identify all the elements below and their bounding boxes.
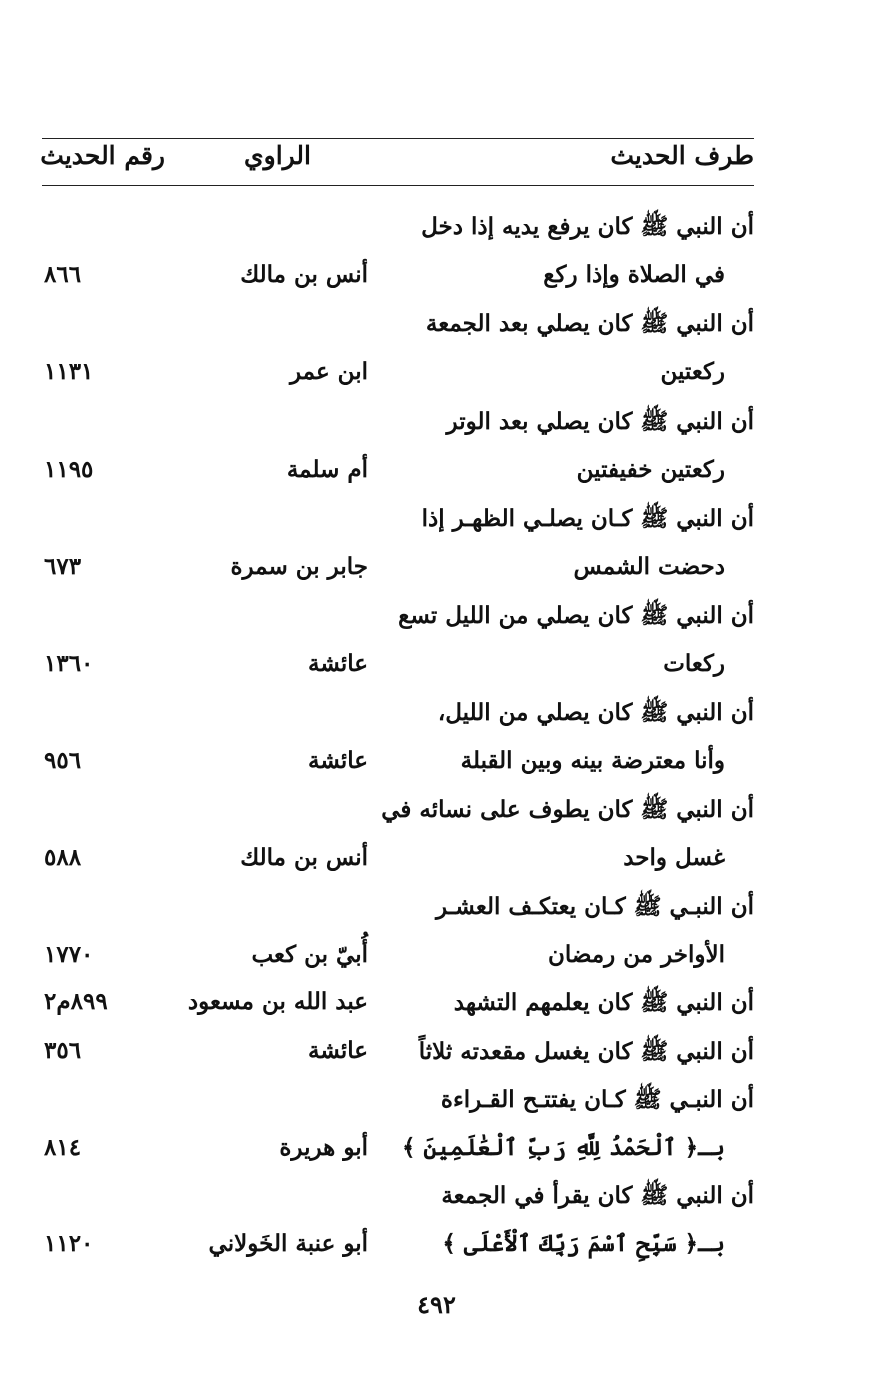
hadith-line: أن النبي ﷺ كان يصلي من الليل تسع (398, 602, 754, 629)
hadith-line: دحضت الشمس (573, 553, 725, 580)
hadith-number: ٨٦٦ (44, 261, 82, 288)
header-top-rule (42, 138, 754, 139)
narrator: عائشة (308, 1037, 368, 1064)
hadith-number: ٦٧٣ (44, 553, 82, 580)
hadith-number: ٣٥٦ (44, 1037, 82, 1064)
hadith-line: أن النبي ﷺ كان يعلمهم التشهد (453, 989, 754, 1016)
hadith-number: ١١٩٥ (44, 456, 94, 483)
narrator: ابن عمر (289, 358, 368, 385)
hadith-number: ٨٩٩م٢ (44, 988, 108, 1015)
hadith-number: ٨١٤ (44, 1134, 82, 1161)
column-header-number: رقم الحديث (40, 141, 165, 170)
hadith-number: ١١٢٠ (44, 1230, 94, 1257)
column-header-hadith: طرف الحديث (610, 141, 754, 170)
narrator: أبو عنبة الخَولاني (208, 1230, 368, 1257)
hadith-line: في الصلاة وإذا ركع (543, 261, 725, 288)
narrator: عائشة (308, 650, 368, 677)
hadith-line: أن النبي ﷺ كان يصلي بعد الوتر (446, 408, 754, 435)
column-header-narrator: الراوي (244, 141, 311, 170)
hadith-number: ٥٨٨ (44, 844, 82, 871)
hadith-line: أن النبي ﷺ كان يصلي من الليل، (437, 699, 754, 726)
hadith-line: أن النبي ﷺ كان يرفع يديه إذا دخل (421, 213, 754, 240)
hadith-line: أن النبي ﷺ كان يطوف على نسائه في (381, 796, 754, 823)
hadith-line: أن النبي ﷺ كان يغسل مقعدته ثلاثاً (418, 1038, 754, 1065)
hadith-line: أن النبي ﷺ كان يصلي بعد الجمعة (425, 310, 754, 337)
hadith-line: وأنا معترضة بينه وبين القبلة (460, 747, 725, 774)
narrator: عبد الله بن مسعود (187, 988, 368, 1015)
narrator: أم سلمة (286, 456, 368, 483)
hadith-line: الأواخر من رمضان (547, 941, 725, 968)
narrator: جابر بن سمرة (230, 553, 368, 580)
hadith-line: أن النبي ﷺ كـان يصلـي الظهـر إذا (421, 505, 754, 532)
hadith-number: ١٣٦٠ (44, 650, 94, 677)
narrator: أبو هريرة (279, 1134, 368, 1161)
hadith-number: ٩٥٦ (44, 747, 82, 774)
hadith-line: بـ﴿ سَبِّحِ ٱسْمَ رَبِّكَ ٱلْأَعْلَى ﴾ (442, 1230, 725, 1257)
narrator: عائشة (308, 747, 368, 774)
narrator: أُبيّ بن كعب (251, 941, 368, 968)
hadith-line: أن النبـي ﷺ كـان يعتكـف العشـر (435, 893, 754, 920)
narrator: أنس بن مالك (240, 844, 368, 871)
hadith-line: أن النبـي ﷺ كـان يفتتـح القـراءة (440, 1086, 754, 1113)
hadith-line: ركعتين خفيفتين (576, 456, 725, 483)
page-number: ٤٩٢ (417, 1290, 456, 1319)
hadith-line: بـ﴿ ٱلْحَمْدُ لِلَّهِ رَبِّ ٱلْعَٰلَمِينَ ﴾ (401, 1134, 725, 1161)
hadith-line: أن النبي ﷺ كان يقرأ في الجمعة (441, 1182, 754, 1209)
hadith-line: ركعات (663, 650, 725, 677)
hadith-number: ١١٣١ (44, 358, 94, 385)
narrator: أنس بن مالك (240, 261, 368, 288)
header-bottom-rule (42, 185, 754, 186)
hadith-line: ركعتين (660, 358, 725, 385)
hadith-line: غسل واحد (623, 844, 725, 871)
hadith-number: ١٧٧٠ (44, 941, 94, 968)
